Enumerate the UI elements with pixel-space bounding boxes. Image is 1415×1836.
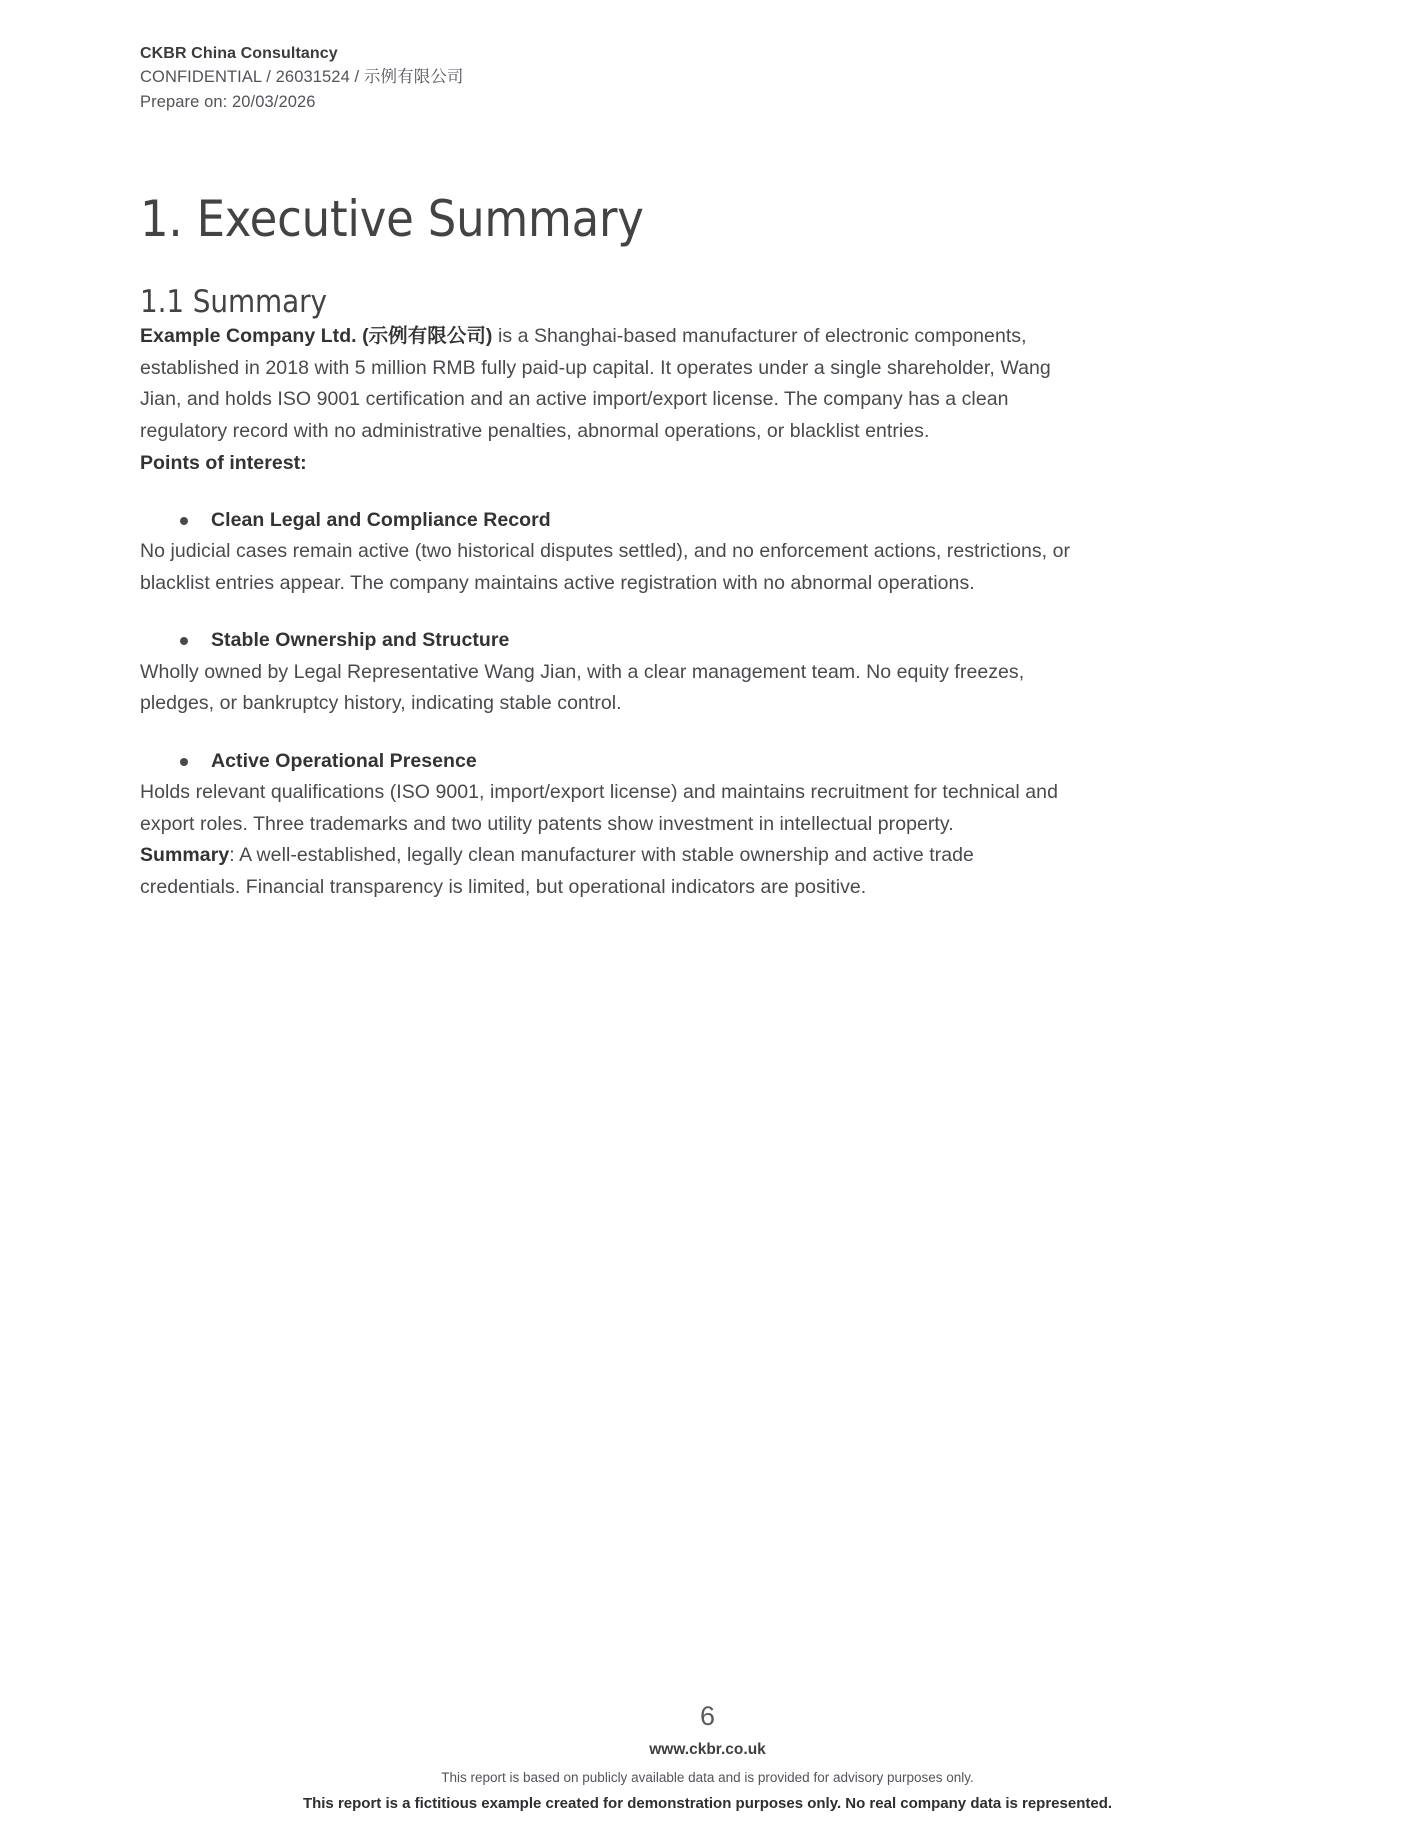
point-body: Wholly owned by Legal Representative Wang Jian, with a clear management team. No equity freezes, pledges, or bankruptcy history, indicating stable control. [140, 660, 1025, 715]
subsection-title: 1.1 Summary [140, 284, 327, 320]
summary-paragraph [140, 840, 1075, 903]
footer-website-link[interactable]: www.ckbr.co.uk [649, 1741, 766, 1759]
document-header [140, 42, 1040, 114]
footer-disclaimer: This report is based on publicly available data and is provided for advisory purposes only. [441, 1769, 974, 1785]
points-list-2 [140, 625, 1075, 656]
list-item [140, 505, 1075, 536]
intro-company-name: Example Company Ltd. (示例有限公司) [140, 325, 493, 348]
document-content [140, 190, 1075, 903]
point-body: Holds relevant qualifications (ISO 9001, import/export license) and maintains recruitment for technical and export roles. Three trademarks and two utility patents show investment in intellectual property. [140, 780, 1058, 835]
point-title: Stable Ownership and Structure [211, 629, 510, 652]
points-list-3 [140, 746, 1075, 777]
summary-label: Summary [140, 844, 230, 867]
points-of-interest-label [140, 448, 1075, 480]
point-title: Active Operational Presence [211, 749, 477, 772]
document-footer [0, 1701, 1415, 1814]
points-list-1 [140, 505, 1075, 536]
list-item [140, 625, 1075, 656]
footer-fiction-note: This report is a fictitious example created for demonstration purposes only. No real company data is represented. [302, 1794, 1113, 1812]
page-number: 6 [699, 1701, 716, 1732]
intro-paragraph [140, 321, 1075, 447]
summary-paragraph-text: : A well-established, legally clean manufacturer with stable ownership and active trade credentials. Financial transparency is limited, but operational indicators are positive. [140, 844, 974, 898]
page-title: 1. Executive Summary [140, 190, 644, 248]
intro-paragraph-text: is a Shanghai-based manufacturer of electronic components, established in 2018 with 5 million RMB fully paid-up capital. It operates under a single shareholder, Wang Jian, and holds ISO 9001 certification and an active import/export license. The company has a clean regulatory record with no administrative penalties, abnormal operations, or blacklist entries. [140, 325, 1051, 442]
header-classification-line: CONFIDENTIAL / 26031524 / 示例有限公司 [140, 68, 464, 87]
points-of-interest-label-text: Points of interest: [140, 451, 307, 474]
point-title: Clean Legal and Compliance Record [211, 509, 551, 532]
header-company-name: CKBR China Consultancy [140, 45, 338, 62]
list-item [140, 746, 1075, 777]
header-prepared-date: Prepare on: 20/03/2026 [140, 92, 316, 111]
point-body: No judicial cases remain active (two historical disputes settled), and no enforcement actions, restrictions, or blacklist entries appear. The company maintains active registration with no abnormal operations. [140, 540, 1071, 594]
